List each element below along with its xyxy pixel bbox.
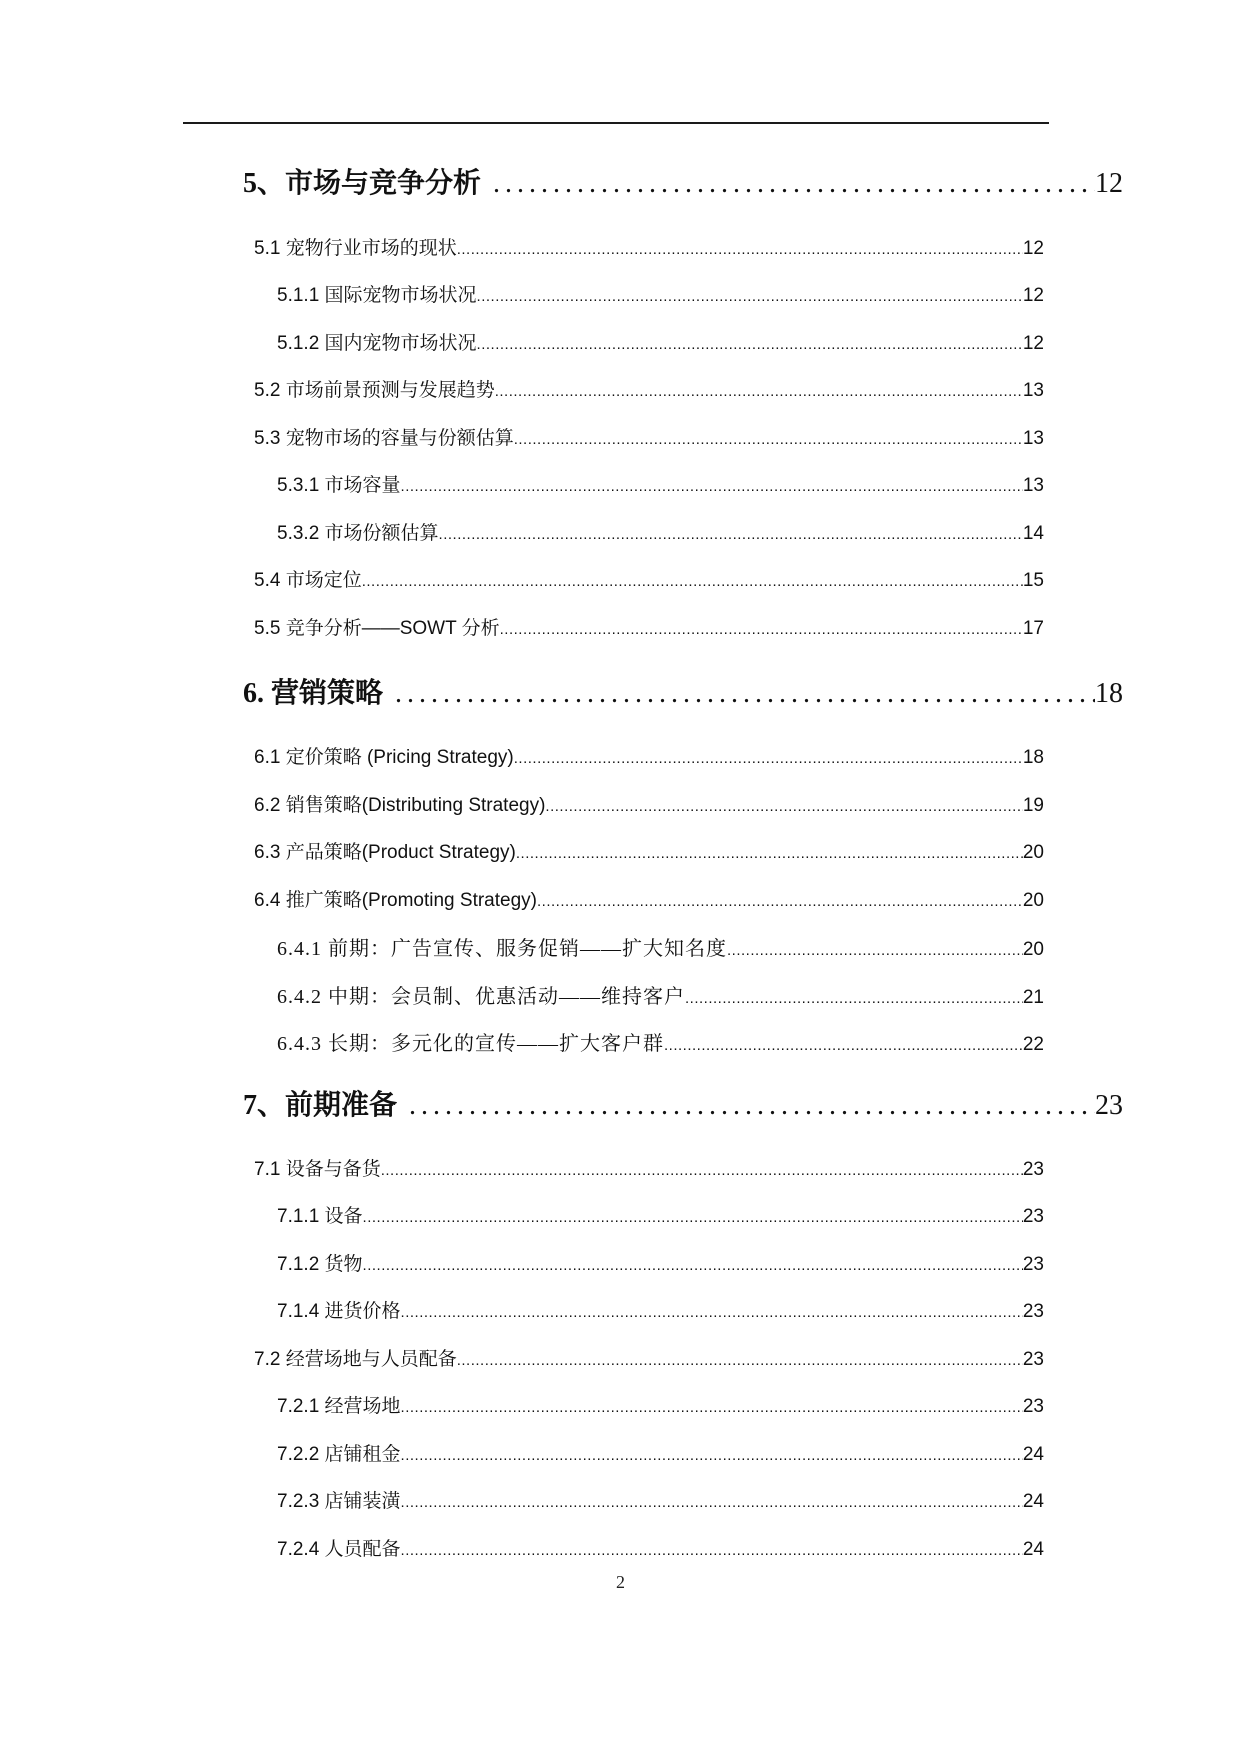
toc-entry-title: 7.1 设备与备货	[254, 1159, 381, 1180]
toc-entry-6-4[interactable]	[254, 885, 1044, 912]
toc-entry-5-3-1[interactable]	[277, 470, 1044, 497]
toc-page-number: 12	[1095, 168, 1123, 199]
toc-entry-5-4[interactable]	[254, 565, 1044, 592]
toc-entry-title: 5.5 竞争分析——SOWT 分析	[254, 618, 500, 639]
dot-leader	[537, 893, 1023, 910]
dot-leader	[457, 241, 1023, 258]
toc-entry-title: 6.1 定价策略 (Pricing Strategy)	[254, 747, 514, 768]
toc-entry-title: 5.1 宠物行业市场的现状	[254, 238, 457, 259]
toc-entry-title: 6.4 推广策略(Promoting Strategy)	[254, 890, 537, 911]
dot-leader	[481, 168, 1095, 200]
toc-entry-6-4-1[interactable]	[277, 932, 1044, 961]
toc-page-number: 21	[1022, 987, 1044, 1008]
toc-entry-6-1[interactable]	[254, 742, 1044, 769]
dot-leader	[545, 798, 1022, 815]
dot-leader	[727, 942, 1023, 959]
toc-entry-title: 7.1.2 货物	[277, 1254, 363, 1275]
toc-entry-title: 5.2 市场前景预测与发展趋势	[254, 380, 495, 401]
toc-entry-title: 5.3.1 市场容量	[277, 475, 401, 496]
toc-entry-title: 6.4.1 前期：广告宣传、服务促销——扩大知名度	[277, 938, 727, 960]
toc-page-number: 24	[1022, 1491, 1044, 1512]
toc-entry-title: 7.2.2 店铺租金	[277, 1444, 401, 1465]
toc-page-number: 12	[1022, 333, 1044, 354]
toc-entry-7-2-1[interactable]	[277, 1391, 1044, 1418]
toc-entry-7-1[interactable]	[254, 1154, 1044, 1181]
toc-page-number: 20	[1022, 842, 1044, 863]
dot-leader	[514, 750, 1023, 767]
toc-page-number: 23	[1022, 1206, 1044, 1227]
dot-leader	[381, 1162, 1023, 1179]
dot-leader	[401, 1542, 1023, 1559]
toc-entry-6-2[interactable]	[254, 790, 1044, 817]
toc-chapter-title: 5、市场与竞争分析	[243, 168, 482, 199]
toc-entry-title: 7.2.3 店铺装潢	[277, 1491, 401, 1512]
toc-entry-7-1-4[interactable]	[277, 1296, 1044, 1323]
toc-chapter-5[interactable]	[243, 161, 1123, 201]
toc-chapter-title: 7、前期准备	[243, 1090, 398, 1121]
dot-leader	[500, 621, 1023, 638]
dot-leader	[477, 288, 1023, 305]
dot-leader	[397, 1090, 1095, 1122]
toc-page-number: 13	[1022, 428, 1044, 449]
toc-entry-6-4-3[interactable]	[277, 1027, 1044, 1056]
toc-entry-title: 5.3 宠物市场的容量与份额估算	[254, 428, 514, 449]
toc-chapter-6[interactable]	[243, 671, 1123, 711]
toc-page-number: 15	[1022, 570, 1044, 591]
toc-entry-title: 7.1.1 设备	[277, 1206, 363, 1227]
toc-page-number: 23	[1022, 1254, 1044, 1275]
toc-page-number: 18	[1022, 747, 1044, 768]
dot-leader	[363, 1257, 1023, 1274]
toc-page-number: 18	[1095, 678, 1123, 709]
dot-leader	[401, 1399, 1023, 1416]
toc-page-number: 13	[1022, 380, 1044, 401]
dot-leader	[362, 573, 1023, 590]
toc-page-number: 17	[1022, 618, 1044, 639]
toc-entry-title: 7.1.4 进货价格	[277, 1301, 401, 1322]
toc-entry-title: 6.2 销售策略(Distributing Strategy)	[254, 795, 546, 816]
dot-leader	[401, 1304, 1023, 1321]
toc-page-number: 14	[1022, 523, 1044, 544]
toc-entry-5-1-2[interactable]	[277, 328, 1044, 355]
toc-entry-title: 5.4 市场定位	[254, 570, 362, 591]
toc-entry-5-3-2[interactable]	[277, 518, 1044, 545]
toc-entry-6-3[interactable]	[254, 837, 1044, 864]
toc-chapter-title: 6. 营销策略	[243, 678, 384, 709]
toc-entry-7-2[interactable]	[254, 1344, 1044, 1371]
toc-entry-7-1-1[interactable]	[277, 1201, 1044, 1228]
dot-leader	[685, 990, 1023, 1007]
toc-entry-5-3[interactable]	[254, 423, 1044, 450]
dot-leader	[363, 1209, 1023, 1226]
toc-entry-6-4-2[interactable]	[277, 980, 1044, 1009]
toc-page-number: 23	[1022, 1396, 1044, 1417]
toc-entry-title: 5.1.2 国内宠物市场状况	[277, 333, 477, 354]
dot-leader	[495, 383, 1023, 400]
toc-page-number: 20	[1022, 939, 1044, 960]
toc-page-number: 13	[1022, 475, 1044, 496]
toc-entry-title: 7.2 经营场地与人员配备	[254, 1349, 457, 1370]
toc-entry-title: 6.3 产品策略(Product Strategy)	[254, 842, 516, 863]
toc-chapter-7[interactable]	[243, 1083, 1123, 1123]
dot-leader	[514, 431, 1023, 448]
dot-leader	[457, 1352, 1023, 1369]
toc-page-number: 22	[1022, 1034, 1044, 1055]
dot-leader	[401, 478, 1023, 495]
toc-page-number: 12	[1022, 238, 1044, 259]
toc-entry-title: 7.2.1 经营场地	[277, 1396, 401, 1417]
toc-entry-7-1-2[interactable]	[277, 1249, 1044, 1276]
toc-page-number: 20	[1022, 890, 1044, 911]
toc-page-number: 24	[1022, 1539, 1044, 1560]
dot-leader	[516, 845, 1023, 862]
dot-leader	[439, 526, 1023, 543]
page-number: 2	[616, 1572, 625, 1592]
dot-leader	[401, 1494, 1023, 1511]
toc-entry-5-2[interactable]	[254, 375, 1044, 402]
dot-leader	[664, 1037, 1023, 1054]
toc-page-number: 23	[1022, 1349, 1044, 1370]
dot-leader	[477, 336, 1023, 353]
toc-entry-5-5[interactable]	[254, 613, 1044, 640]
toc-page-number: 23	[1022, 1301, 1044, 1322]
toc-entry-title: 5.1.1 国际宠物市场状况	[277, 285, 477, 306]
toc-entry-7-2-3[interactable]	[277, 1486, 1044, 1513]
toc-entry-7-2-2[interactable]	[277, 1439, 1044, 1466]
toc-entry-5-1[interactable]	[254, 233, 1044, 260]
toc-entry-7-2-4[interactable]	[277, 1534, 1044, 1561]
toc-entry-title: 6.4.2 中期：会员制、优惠活动——维持客户	[277, 986, 685, 1008]
toc-page-number: 23	[1095, 1090, 1123, 1121]
toc-page-number: 24	[1022, 1444, 1044, 1465]
toc-page-number: 19	[1022, 795, 1044, 816]
toc-entry-title: 6.4.3 长期：多元化的宣传——扩大客户群	[277, 1033, 664, 1055]
dot-leader	[383, 678, 1095, 710]
toc-entry-title: 7.2.4 人员配备	[277, 1539, 401, 1560]
header-rule	[183, 122, 1049, 124]
toc-page-number: 23	[1022, 1159, 1044, 1180]
toc-page-number: 12	[1022, 285, 1044, 306]
toc-entry-title: 5.3.2 市场份额估算	[277, 523, 439, 544]
toc-entry-5-1-1[interactable]	[277, 280, 1044, 307]
dot-leader	[401, 1447, 1023, 1464]
